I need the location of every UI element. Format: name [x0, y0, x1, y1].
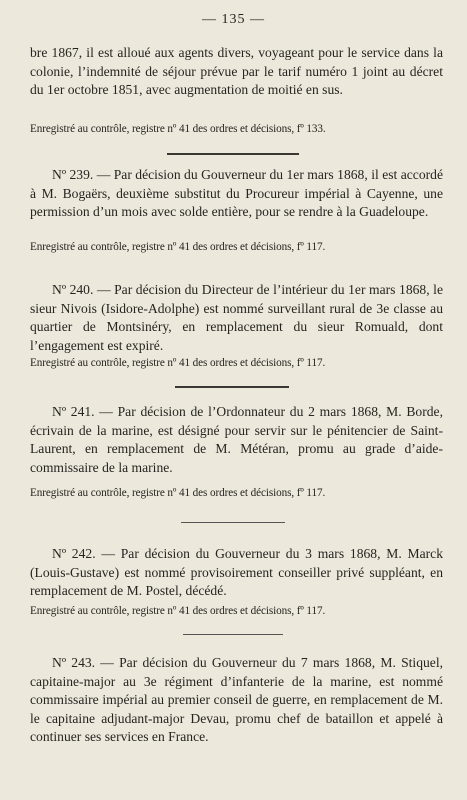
decision-entry-239	[30, 166, 443, 222]
page-number: — 135 —	[202, 12, 265, 27]
decision-entry-243	[30, 654, 443, 747]
intro-paragraph: bre 1867, il est alloué aux agents divers, voyageant pour le service dans la colonie, l’indemnité de séjour prévue par le tarif numéro 1 joint au décret du 1er octobre 1851, avec augmentation de moitié en sus.	[30, 45, 443, 97]
registration-note: Enregistré au contrôle, registre nº 41 des ordres et décisions, fº 117.	[30, 241, 326, 253]
section-divider	[167, 153, 299, 155]
registration-note: Enregistré au contrôle, registre nº 41 des ordres et décisions, fº 117.	[30, 487, 326, 499]
decision-text: Nº 241. — Par décision de l’Ordonnateur du 2 mars 1868, M. Borde, écrivain de la marine, est désigné pour servir sur le pénitencier de Saint-Laurent, en remplacement de M. Météran, promu au grade d’aide-commissaire de la marine.	[30, 404, 443, 475]
decision-entry-242	[30, 545, 443, 601]
decision-entry-240	[30, 281, 443, 355]
decision-entry-241	[30, 403, 443, 477]
decision-text: Nº 240. — Par décision du Directeur de l’intérieur du 1er mars 1868, le sieur Nivois (Isidore-Adolphe) est nommé surveillant rural de 3e classe au quartier de Montsinéry, en remplacement du sieur Romuald, dont l’engagement est expiré.	[30, 282, 443, 353]
registration-note: Enregistré au contrôle, registre nº 41 des ordres et décisions, fº 117.	[30, 357, 326, 369]
registration-note: Enregistré au contrôle, registre nº 41 des ordres et décisions, fº 117.	[30, 605, 326, 617]
intro-block	[30, 44, 443, 100]
section-divider	[183, 634, 283, 635]
intro-registration-block	[30, 121, 443, 137]
section-divider	[175, 386, 289, 388]
entry-242-registration-block	[30, 603, 443, 619]
decision-text: Nº 239. — Par décision du Gouverneur du 1er mars 1868, il est accordé à M. Bogaërs, deuxième substitut du Procureur impérial à Cayenne, une permission d’un mois avec solde entière, pour se rendre à la Guadeloupe.	[30, 167, 443, 219]
decision-text: Nº 243. — Par décision du Gouverneur du 7 mars 1868, M. Stiquel, capitaine-major au 3e régiment d’infanterie de la marine, est nommé commissaire impérial au premier conseil de guerre, en remplacement de M. le capitaine adjudant-major Devau, promu chef de bataillon et appelé à continuer ses services en France.	[30, 655, 443, 744]
decision-text: Nº 242. — Par décision du Gouverneur du 3 mars 1868, M. Marck (Louis-Gustave) est nommé provisoirement conseiller privé suppléant, en remplacement de M. Postel, décédé.	[30, 546, 443, 598]
section-divider	[181, 522, 285, 523]
entry-241-registration-block	[30, 485, 443, 501]
entry-239-registration-block	[30, 239, 443, 255]
entry-240-registration-block	[30, 355, 443, 371]
registration-note: Enregistré au contrôle, registre nº 41 des ordres et décisions, fº 133.	[30, 123, 326, 135]
